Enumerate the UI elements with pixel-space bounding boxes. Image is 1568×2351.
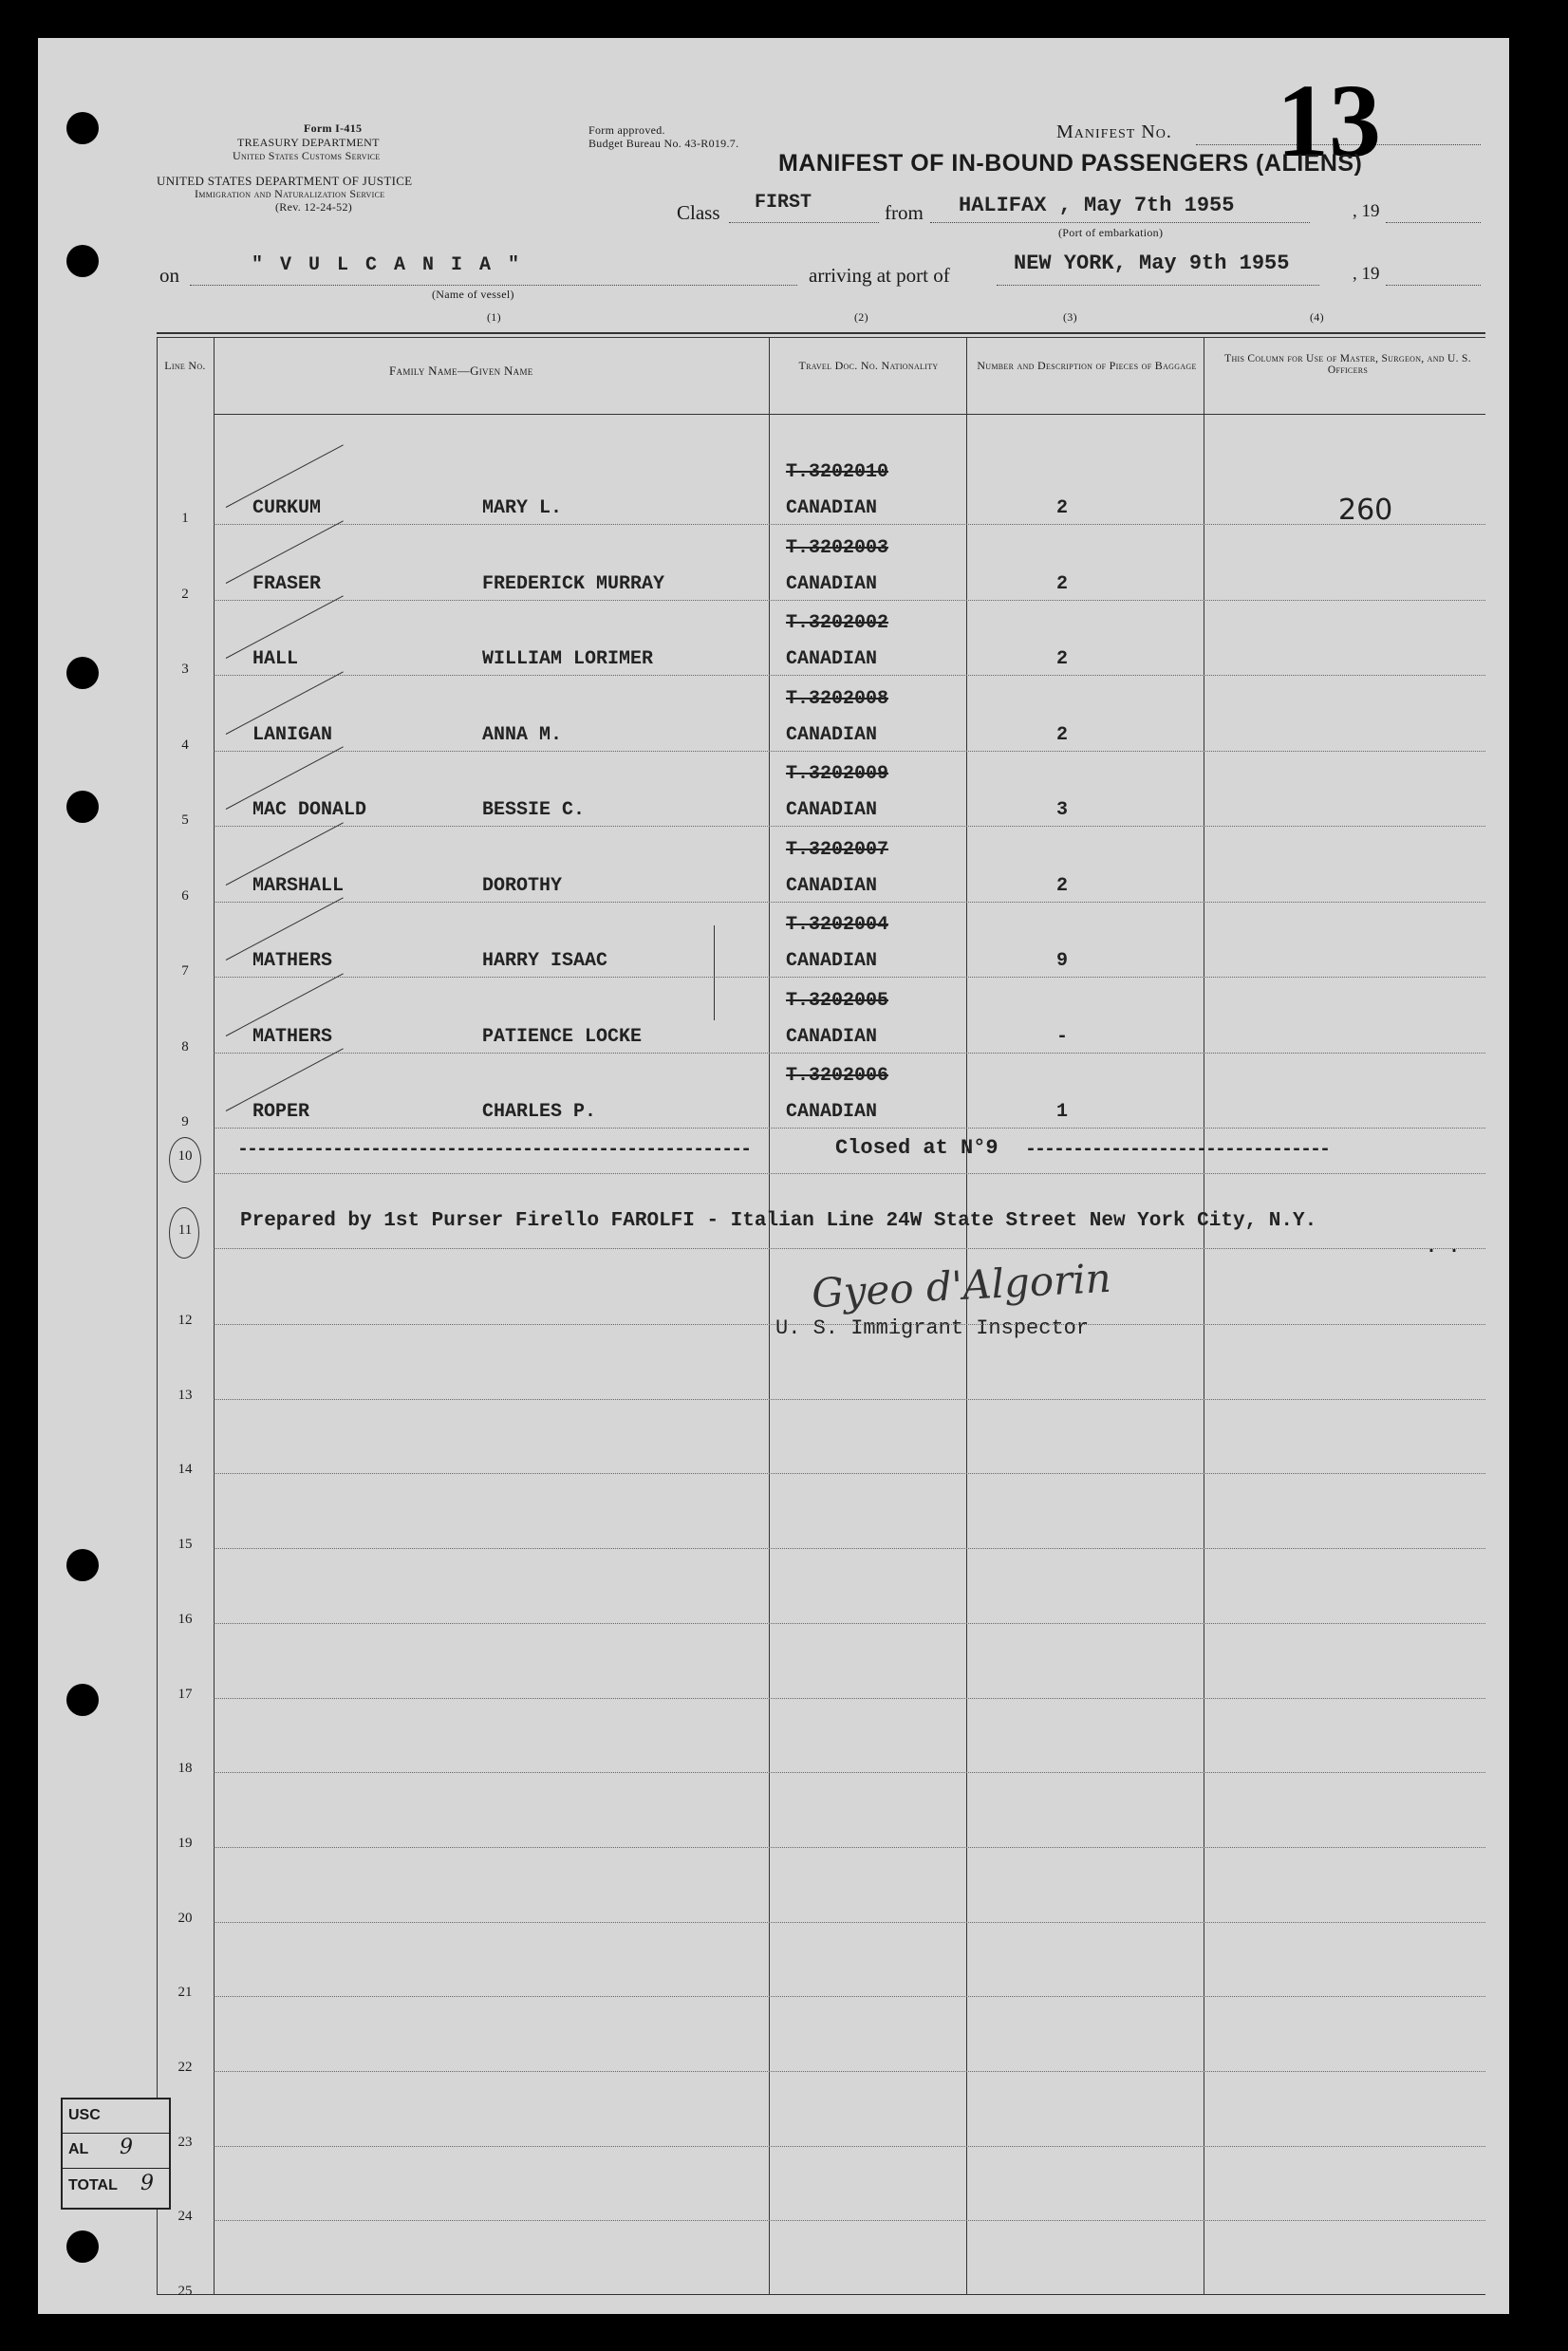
family-name: LANIGAN bbox=[252, 723, 333, 746]
stamp-usc-label: USC bbox=[68, 2107, 101, 2123]
col-divider-doc bbox=[769, 337, 770, 2294]
given-name: BESSIE C. bbox=[482, 799, 586, 821]
col-divider-line-no bbox=[214, 337, 215, 2294]
nationality: CANADIAN bbox=[786, 950, 878, 972]
line-number: 19 bbox=[177, 1835, 193, 1851]
justice-dept: UNITED STATES DEPARTMENT OF JUSTICE bbox=[157, 174, 413, 188]
line-number: 23 bbox=[177, 2134, 193, 2150]
given-name: FREDERICK MURRAY bbox=[482, 572, 665, 595]
class-value: FIRST bbox=[755, 192, 812, 214]
nationality: CANADIAN bbox=[786, 874, 878, 897]
treasury-dept: TREASURY DEPARTMENT bbox=[237, 136, 380, 149]
travel-doc-number: T.3202004 bbox=[786, 914, 889, 936]
year-line-2 bbox=[1386, 285, 1481, 286]
line-number: 15 bbox=[177, 1537, 193, 1553]
vessel-line bbox=[190, 285, 797, 286]
row-line bbox=[214, 1922, 1485, 1923]
ins-service: Immigration and Naturalization Service bbox=[195, 187, 385, 200]
family-name: ROPER bbox=[252, 1101, 310, 1123]
travel-doc-number: T.3202005 bbox=[786, 989, 889, 1012]
class-line bbox=[729, 222, 879, 223]
family-name: MATHERS bbox=[252, 950, 333, 972]
revision: (Rev. 12-24-52) bbox=[275, 200, 353, 214]
row-line bbox=[214, 977, 1485, 978]
baggage-count: - bbox=[1056, 1025, 1069, 1048]
nationality: CANADIAN bbox=[786, 572, 878, 595]
line-number: 25 bbox=[177, 2284, 193, 2300]
line-number: 21 bbox=[177, 1985, 193, 2001]
stamp-total-value: 9 bbox=[140, 2172, 154, 2195]
from-value: HALIFAX , May 7th 1955 bbox=[959, 194, 1235, 217]
inspector-caption: U. S. Immigrant Inspector bbox=[775, 1316, 1090, 1340]
manifest-number: 13 bbox=[1277, 63, 1381, 178]
row-line bbox=[214, 675, 1485, 676]
header-baggage: Number and Description of Pieces of Baggage bbox=[977, 359, 1197, 372]
line-number: 1 bbox=[181, 511, 189, 526]
row-line bbox=[214, 600, 1485, 601]
officer-note: 260 bbox=[1338, 494, 1393, 527]
baggage-count: 2 bbox=[1056, 572, 1069, 595]
line-number: 6 bbox=[181, 887, 189, 904]
vessel-caption: (Name of vessel) bbox=[432, 288, 514, 301]
line-number-10: 10 bbox=[177, 1148, 193, 1164]
stamp-rule bbox=[63, 2168, 169, 2169]
line-number: 17 bbox=[177, 1686, 193, 1702]
row-line bbox=[214, 1324, 1485, 1325]
nationality: CANADIAN bbox=[786, 723, 878, 746]
row-line bbox=[214, 524, 1485, 525]
from-line bbox=[930, 222, 1310, 223]
form-number: Form I-415 bbox=[304, 121, 363, 135]
given-name: DOROTHY bbox=[482, 874, 563, 897]
row-line bbox=[214, 1772, 1485, 1773]
line-number: 18 bbox=[177, 1761, 193, 1777]
binder-hole bbox=[66, 112, 99, 144]
family-bracket bbox=[714, 925, 715, 1020]
form-approved: Form approved. bbox=[588, 123, 665, 137]
baggage-count: 2 bbox=[1056, 497, 1069, 519]
row-line bbox=[214, 2220, 1485, 2221]
line-number: 22 bbox=[177, 2060, 193, 2075]
binder-hole bbox=[66, 2230, 99, 2263]
nationality: CANADIAN bbox=[786, 1025, 878, 1048]
closed-dash-left: ------------------------------------------------------ bbox=[237, 1139, 751, 1161]
on-label: on bbox=[159, 264, 179, 287]
family-name: FRASER bbox=[252, 572, 322, 595]
year-suffix-2: , 19 bbox=[1353, 264, 1380, 284]
line-number: 24 bbox=[177, 2209, 193, 2225]
given-name: ANNA M. bbox=[482, 723, 563, 746]
table-left-border bbox=[157, 337, 158, 2294]
header-officers: This Column for Use of Master, Surgeon, and U. S. Officers bbox=[1224, 353, 1471, 376]
nationality: CANADIAN bbox=[786, 1101, 878, 1123]
line-number: 3 bbox=[181, 662, 189, 677]
binder-hole bbox=[66, 657, 99, 689]
family-name: MARSHALL bbox=[252, 874, 345, 897]
baggage-count: 1 bbox=[1056, 1101, 1069, 1123]
row-line bbox=[214, 1698, 1485, 1699]
row-line bbox=[214, 1173, 1485, 1174]
header-line-no: Line No. bbox=[164, 359, 206, 372]
line-number: 13 bbox=[177, 1387, 193, 1403]
closed-dash-right: -------------------------------- bbox=[1025, 1139, 1330, 1161]
row-line bbox=[214, 1623, 1485, 1624]
baggage-count: 3 bbox=[1056, 799, 1069, 821]
nationality: CANADIAN bbox=[786, 648, 878, 670]
line-number: 16 bbox=[177, 1611, 193, 1627]
arriving-value: NEW YORK, May 9th 1955 bbox=[1014, 252, 1290, 275]
header-bottom-rule bbox=[214, 414, 1485, 415]
binder-hole bbox=[66, 1684, 99, 1716]
row-line bbox=[214, 751, 1485, 752]
year-line-1 bbox=[1386, 222, 1481, 223]
manifest-no-label: Manifest No. bbox=[1056, 121, 1172, 142]
given-name: HARRY ISAAC bbox=[482, 950, 608, 972]
travel-doc-number: T.3202002 bbox=[786, 612, 889, 634]
budget-bureau: Budget Bureau No. 43-R019.7. bbox=[588, 137, 739, 150]
travel-doc-number: T.3202007 bbox=[786, 838, 889, 861]
travel-doc-number: T.3202006 bbox=[786, 1065, 889, 1087]
stamp-al-label: AL bbox=[68, 2141, 89, 2157]
mark-dots: . . bbox=[1426, 1237, 1461, 1259]
given-name: CHARLES P. bbox=[482, 1101, 597, 1123]
row-line bbox=[214, 2146, 1485, 2147]
row-line bbox=[214, 1473, 1485, 1474]
col-number-3: (3) bbox=[1063, 310, 1077, 324]
travel-doc-number: T.3202008 bbox=[786, 687, 889, 710]
circle-mark bbox=[169, 1207, 199, 1259]
table-top-rule-2 bbox=[157, 337, 1485, 338]
line-number: 2 bbox=[181, 586, 189, 602]
arriving-label: arriving at port of bbox=[809, 264, 950, 287]
manifest-title: MANIFEST OF IN-BOUND PASSENGERS (ALIENS) bbox=[778, 150, 1363, 177]
travel-doc-number: T.3202003 bbox=[786, 536, 889, 559]
inspector-signature: Gyeo d'Algorin bbox=[810, 1254, 1112, 1317]
family-name: MATHERS bbox=[252, 1025, 333, 1048]
year-suffix-1: , 19 bbox=[1353, 201, 1380, 221]
row-line bbox=[214, 1053, 1485, 1054]
col-number-4: (4) bbox=[1310, 310, 1324, 324]
binder-hole bbox=[66, 791, 99, 823]
col-divider-baggage bbox=[966, 337, 967, 2294]
row-line bbox=[214, 2071, 1485, 2072]
usc-al-total-stamp bbox=[61, 2098, 171, 2210]
travel-doc-number: T.3202010 bbox=[786, 461, 889, 483]
customs-service: United States Customs Service bbox=[233, 149, 381, 162]
vessel-name: " V U L C A N I A " bbox=[252, 254, 523, 276]
line-number: 7 bbox=[181, 963, 189, 979]
row-line bbox=[214, 1399, 1485, 1400]
baggage-count: 2 bbox=[1056, 874, 1069, 897]
circle-mark bbox=[169, 1137, 201, 1183]
nationality: CANADIAN bbox=[786, 497, 878, 519]
class-label: Class bbox=[677, 201, 720, 224]
line-number: 20 bbox=[177, 1910, 193, 1926]
closed-text: Closed at N°9 bbox=[835, 1136, 999, 1160]
line-number: 9 bbox=[181, 1114, 189, 1129]
header-name: Family Name—Given Name bbox=[389, 364, 533, 378]
stamp-al-value: 9 bbox=[120, 2136, 133, 2159]
line-number: 12 bbox=[177, 1313, 193, 1328]
row-line bbox=[214, 826, 1485, 827]
header-travel-doc: Travel Doc. No. Nationality bbox=[798, 359, 939, 372]
binder-hole bbox=[66, 245, 99, 277]
prepared-text: Prepared by 1st Purser Firello FAROLFI - Italian Line 24W State Street New York City, N.Y. bbox=[240, 1210, 1317, 1232]
col-number-2: (2) bbox=[854, 310, 868, 324]
given-name: PATIENCE LOCKE bbox=[482, 1025, 643, 1048]
baggage-count: 9 bbox=[1056, 950, 1069, 972]
line-number: 5 bbox=[181, 812, 189, 828]
table-top-rule bbox=[157, 332, 1485, 334]
manifest-page bbox=[38, 38, 1509, 2314]
baggage-count: 2 bbox=[1056, 723, 1069, 746]
line-number: 8 bbox=[181, 1038, 189, 1054]
given-name: MARY L. bbox=[482, 497, 563, 519]
family-name: HALL bbox=[252, 648, 299, 670]
family-name: MAC DONALD bbox=[252, 799, 367, 821]
row-line bbox=[214, 1128, 1485, 1129]
given-name: WILLIAM LORIMER bbox=[482, 648, 654, 670]
stamp-total-label: TOTAL bbox=[68, 2177, 118, 2193]
travel-doc-number: T.3202009 bbox=[786, 763, 889, 785]
family-name: CURKUM bbox=[252, 497, 322, 519]
stamp-rule bbox=[63, 2133, 169, 2134]
arriving-line bbox=[997, 285, 1319, 286]
from-label: from bbox=[885, 201, 924, 224]
line-number: 4 bbox=[181, 737, 189, 753]
binder-hole bbox=[66, 1549, 99, 1581]
nationality: CANADIAN bbox=[786, 799, 878, 821]
row-line bbox=[214, 1996, 1485, 1997]
row-line bbox=[214, 902, 1485, 903]
line-number: 14 bbox=[177, 1462, 193, 1478]
table-bottom-rule bbox=[157, 2294, 1485, 2295]
row-line bbox=[214, 1248, 1485, 1249]
col-number-1: (1) bbox=[487, 310, 501, 324]
row-line bbox=[214, 1548, 1485, 1549]
port-embark-caption: (Port of embarkation) bbox=[1058, 226, 1164, 239]
row-line bbox=[214, 1847, 1485, 1848]
line-number-11: 11 bbox=[177, 1222, 193, 1238]
baggage-count: 2 bbox=[1056, 648, 1069, 670]
